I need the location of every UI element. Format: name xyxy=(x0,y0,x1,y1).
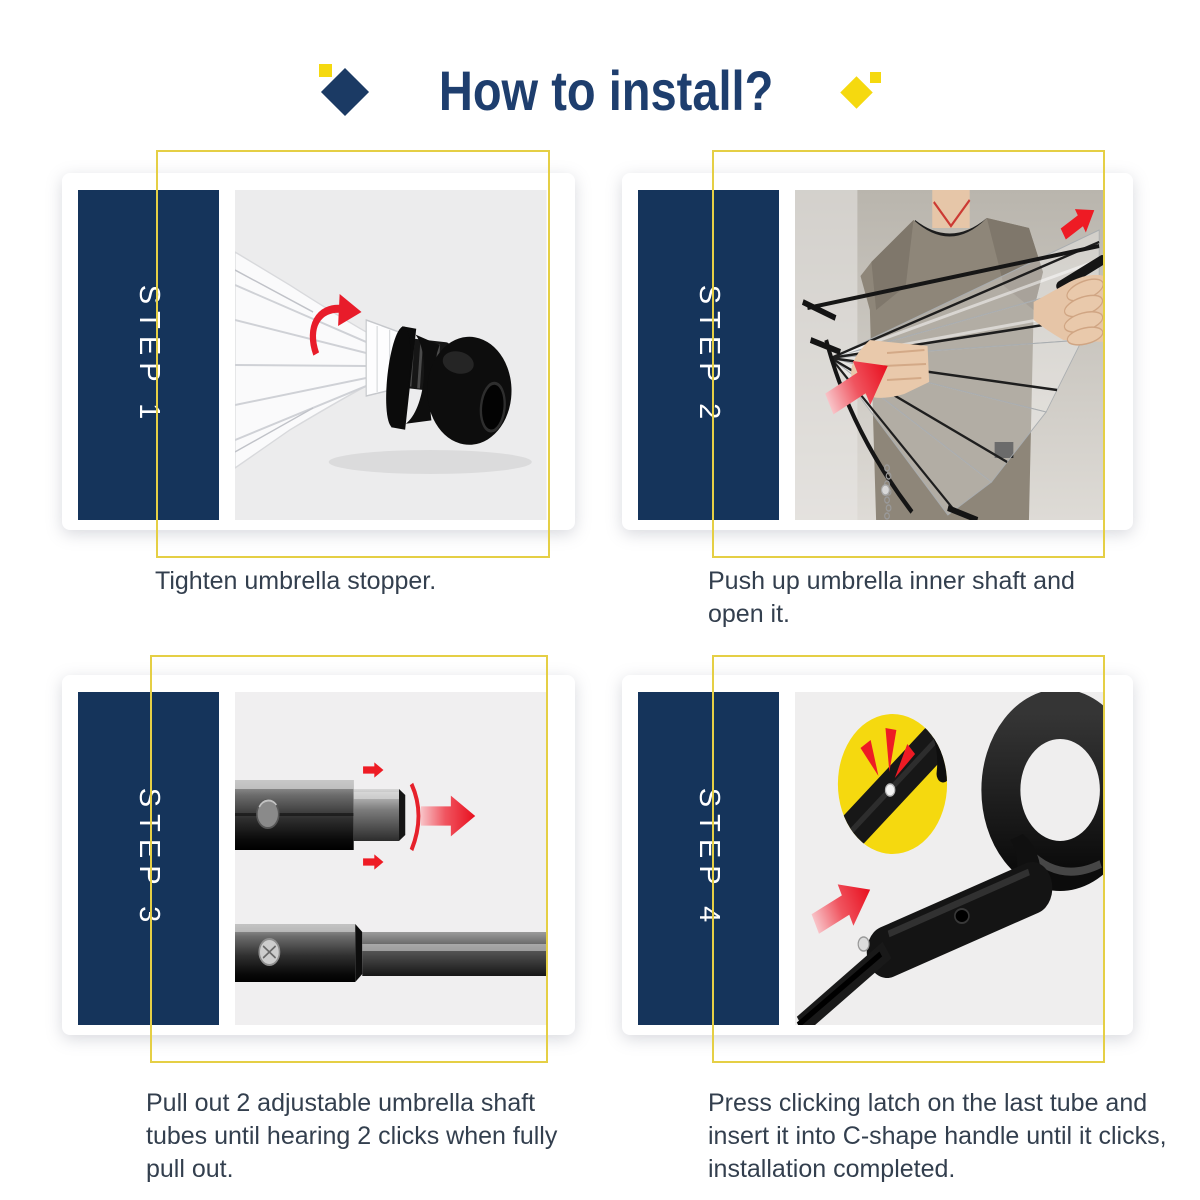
page-title: How to install? xyxy=(438,58,774,122)
step4-label: STEP 4 xyxy=(693,787,726,930)
step3-caption: Pull out 2 adjustable umbrella shaft tubes until hearing 2 clicks when fully pull out. xyxy=(146,1089,558,1183)
step3-accent-frame xyxy=(150,655,548,1063)
step2-accent-frame xyxy=(712,150,1105,558)
diamond-decoration-right xyxy=(841,67,881,113)
gold-diamond-icon xyxy=(840,76,873,109)
title-section xyxy=(0,50,1200,130)
step1-label: STEP 1 xyxy=(133,284,166,426)
step4-caption: Press clicking latch on the last tube and insert it into C-shape handle until it clicks, installation completed. xyxy=(708,1089,1167,1183)
step1-accent-frame xyxy=(156,150,550,558)
gold-square-icon xyxy=(319,64,332,77)
gold-square-icon xyxy=(870,72,881,83)
step3-label: STEP 3 xyxy=(133,787,166,930)
step2-caption: Push up umbrella inner shaft and open it. xyxy=(708,567,1075,628)
step2-label: STEP 2 xyxy=(693,284,726,426)
diamond-decoration-left xyxy=(319,64,371,116)
step4-accent-frame xyxy=(712,655,1105,1063)
step1-caption: Tighten umbrella stopper. xyxy=(155,567,437,595)
